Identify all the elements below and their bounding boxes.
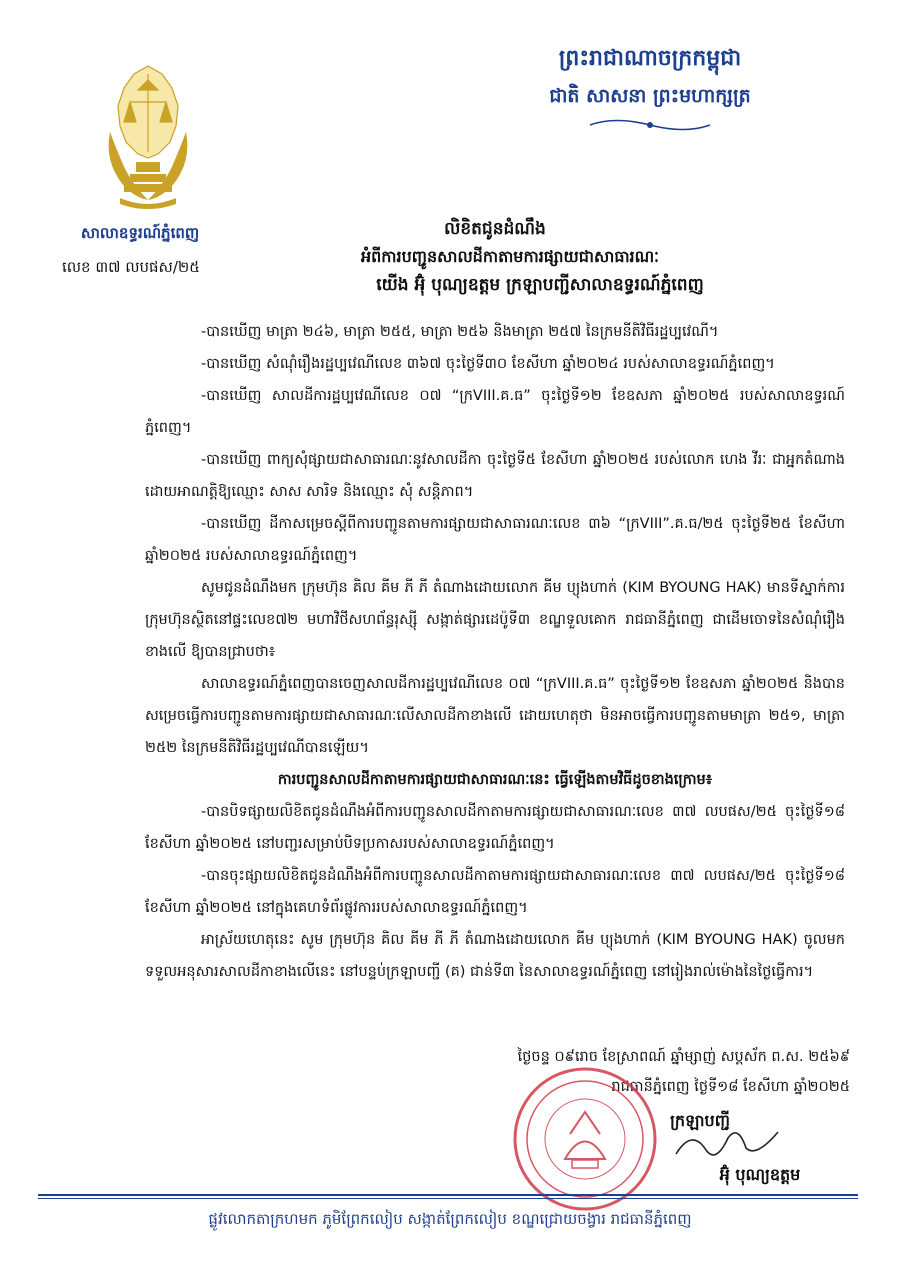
- paragraph: អាស្រ័យហេតុនេះ សូម ក្រុមហ៊ុន គិល គីម ភី ភី តំណាងដោយលោក គីម ប្យុងហាក់ (KIM BYOUNG HAK) ចូលមកទទួលអនុសារសាលដីកាខាងលើនេះ នៅបន្ទប់ក្រឡាបញ្ជី (គ) ជាន់ទី៣ នៃសាលាឧទ្ធរណ៍ភ្នំពេញ នៅរៀងរាល់ម៉ោងនៃថ្ងៃធ្វើការ។: [145, 932, 845, 980]
- paragraph: -បានឃើញ ដីកាសម្រេចស្តីពីការបញ្ជូនតាមការផ្សាយជាសាធារណៈលេខ ៣៦ “ក្រVIII”.គ.ធ/២៥ ចុះថ្ងៃទី២៥ ខែសីហា ឆ្នាំ២០២៥ របស់សាលាឧទ្ធរណ៍ភ្នំពេញ។: [145, 516, 845, 564]
- document-subject: អំពីការបញ្ជូនសាលដីកាតាមការផ្សាយជាសាធារណៈ: [360, 247, 660, 266]
- paragraph: -បានឃើញ ពាក្យសុំផ្សាយជាសាធារណៈនូវសាលដីកា ចុះថ្ងៃទី៥ ខែសីហា ឆ្នាំ២០២៥ របស់លោក ហេង វីរៈ ជាអ្នកតំណាងដោយអាណត្តិឱ្យឈ្មោះ សាស សារិទ និងឈ្មោះ សុំ សន្តិភាព។: [145, 452, 845, 500]
- court-emblem-icon: [100, 62, 196, 212]
- footer-divider: [38, 1194, 858, 1196]
- national-motto: ជាតិ សាសនា ព្រះមហាក្សត្រ: [549, 85, 751, 107]
- kingdom-heading: ព្រះរាជាណាចក្រកម្ពុជា: [558, 46, 742, 71]
- paragraph: -បានឃើញ សាលដីការដ្ឋប្បវេណីលេខ ០៧ “ក្រVIII.គ.ធ” ចុះថ្ងៃទី១២ ខែឧសភា ឆ្នាំ២០២៥ របស់សាលាឧទ្ធរណ៍ភ្នំពេញ។: [145, 388, 845, 436]
- paragraph: -បានចុះផ្សាយលិខិតជូនដំណឹងអំពីការបញ្ជូនសាលដីកាតាមការផ្សាយជាសាធារណៈលេខ ៣៧ លបផស/២៥ ចុះថ្ងៃទី១៨ ខែសីហា ឆ្នាំ២០២៥ នៅក្នុងគេហទំព័រផ្លូវការរបស់សាលាឧទ្ធរណ៍ភ្នំពេញ។: [145, 868, 845, 916]
- lunar-date: ថ្ងៃចន្ទ ០៩រោច ខែស្រាពណ៍ ឆ្នាំម្សាញ់ សប្តស័ក ព.ស. ២៥៦៩: [517, 1049, 850, 1065]
- paragraph: -បានបិទផ្សាយលិខិតជូនដំណឹងអំពីការបញ្ជូនសាលដីកាតាមការផ្សាយជាសាធារណៈលេខ ៣៧ លបផស/២៥ ចុះថ្ងៃទី១៨ ខែសីហា ឆ្នាំ២០២៥ នៅបញ្ជរសម្រាប់បិទប្រកាសរបស់សាលាឧទ្ធរណ៍ភ្នំពេញ។: [145, 804, 845, 852]
- ornament-divider-icon: [585, 116, 715, 134]
- paragraph-heading: ការបញ្ជូនសាលដីកាតាមការផ្សាយជាសាធារណៈនេះ ធ្វើឡើងតាមវិធីដូចខាងក្រោម៖: [277, 772, 713, 788]
- solar-date: រាជធានីភ្នំពេញ ថ្ងៃទី១៨ ខែសីហា ឆ្នាំ២០២៥: [611, 1079, 850, 1095]
- paragraph: សាលាឧទ្ធរណ៍ភ្នំពេញបានចេញសាលដីការដ្ឋប្បវេណីលេខ ០៧ “ក្រVIII.គ.ធ” ចុះថ្ងៃទី១២ ខែឧសភា ឆ្នាំ២០២៥ និងបានសម្រេចធ្វើការបញ្ជូនតាមការផ្សាយជាសាធារណៈលើសាលដីកាខាងលើ ដោយហេតុថា មិនអាចធ្វើការបញ្ជូនតាមមាត្រា ២៥១, មាត្រា ២៥២ នៃក្រមនីតិវិធីរដ្ឋប្បវេណីបានឡើយ។: [145, 676, 845, 756]
- document-title: លិខិតជូនដំណឹង: [444, 219, 546, 239]
- official-seal-icon: [510, 1064, 660, 1214]
- signer-title: ក្រឡាបញ្ជី: [670, 1111, 730, 1130]
- paragraph: -បានឃើញ សំណុំរឿងរដ្ឋប្បវេណីលេខ ៣៦៧ ចុះថ្ងៃទី៣០ ខែសីហា ឆ្នាំ២០២៤ របស់សាលាឧទ្ធរណ៍ភ្នំពេញ។: [201, 356, 775, 372]
- paragraph: -បានឃើញ មាត្រា ២៤៦, មាត្រា ២៥៥, មាត្រា ២៥៦ និងមាត្រា ២៥៧ នៃក្រមនីតិវិធីរដ្ឋប្បវេណី។: [201, 324, 719, 340]
- reference-number: លេខ ៣៧ លបផស/២៥: [62, 258, 200, 276]
- signer-name: អ៊ុំ បុណ្យឧត្តម: [719, 1165, 801, 1184]
- paragraph: សូមជូនដំណឹងមក ក្រុមហ៊ុន គិល គីម ភី ភី តំណាងដោយលោក គីម ប្យុងហាក់ (KIM BYOUNG HAK) មានទីស្នាក់ការក្រុមហ៊ុនស្ថិតនៅផ្ទះលេខ៧២ មហាវិថីសហព័ន្ធរុស្ស៊ី សង្កាត់ផ្សារដេប៉ូទី៣ ខណ្ឌទួលគោក រាជធានីភ្នំពេញ ជាដើមចោទនៃសំណុំរឿងខាងលើ ឱ្យបានជ្រាបថា៖: [145, 580, 845, 660]
- footer-divider-thin: [38, 1198, 858, 1199]
- issuer-statement: យើង អ៊ុំ បុណ្យឧត្តម ក្រឡាបញ្ជីសាលាឧទ្ធរណ៍ភ្នំពេញ: [376, 275, 704, 295]
- document-body: [145, 316, 845, 988]
- footer-address: ផ្លូវលោកតាក្រហមក ភូមិព្រែកលៀប សង្កាត់ព្រែកលៀប ខណ្ឌជ្រោយចង្វារ រាជធានីភ្នំពេញ: [208, 1210, 692, 1228]
- court-name: សាលាឧទ្ធរណ៍ភ្នំពេញ: [80, 224, 200, 242]
- signature-icon: [672, 1124, 782, 1164]
